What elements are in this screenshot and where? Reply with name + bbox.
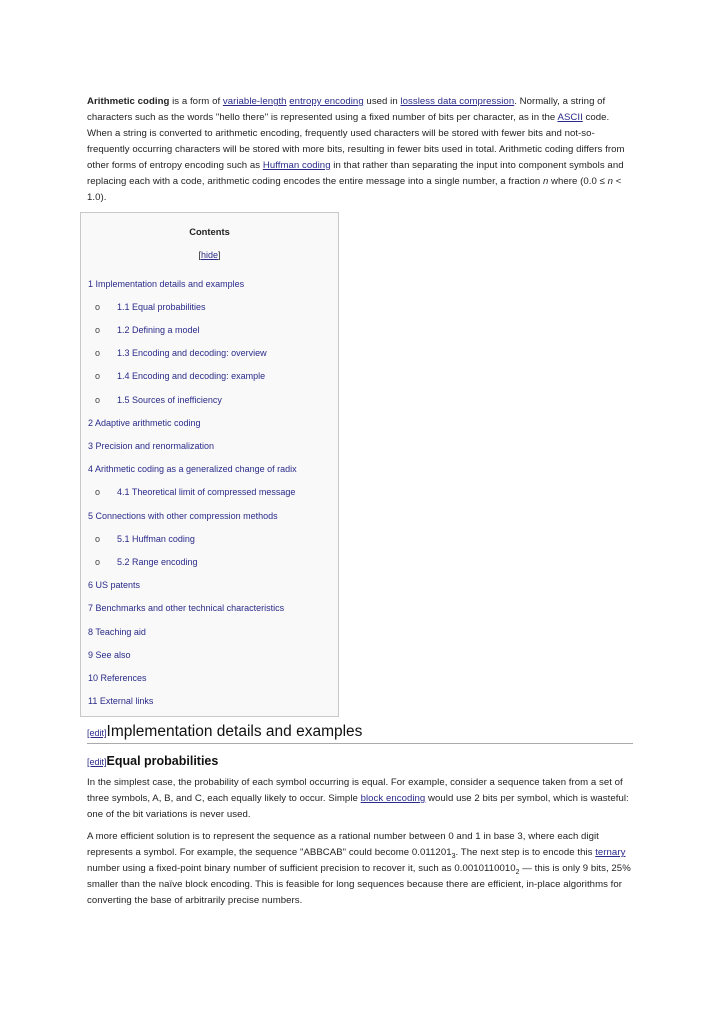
- link-huffman-coding[interactable]: Huffman coding: [262, 160, 331, 171]
- para-text: A more efficient solution is to represent the sequence as a rational number between 0 and 1 in base 3, where each digit represents a symbol. For example, the sequence "ABBCAB" could become 0.011201: [87, 831, 599, 858]
- toc-item[interactable]: [88, 279, 244, 289]
- toc-item-label: 4.1 Theoretical limit of compressed message: [117, 487, 296, 497]
- toc-subitem[interactable]: [95, 325, 200, 335]
- toc-item[interactable]: [88, 696, 153, 706]
- toc-item-label: 1.5 Sources of inefficiency: [117, 395, 222, 405]
- section-heading-implementation: [87, 723, 633, 744]
- intro-paragraph: [87, 94, 633, 206]
- para-text: — this is only 9 bits, 25% smaller than the naïve block encoding. This is feasible for long sequences because there are efficient, in-place algorithms for converting the base of arbitrarily precise numbers.: [87, 863, 631, 906]
- para-text: In the simplest case, the probability of each symbol occurring is equal. For example, consider a sequence taken from a set of three symbols, A, B, and C, each equally likely to occur. Simple: [87, 777, 623, 804]
- paragraph-equal-probabilities-1: [87, 775, 633, 823]
- toc-subitem[interactable]: [95, 348, 267, 358]
- toc-hide-link[interactable]: hide: [200, 250, 218, 260]
- bullet-icon: o: [95, 534, 101, 544]
- edit-link[interactable]: [edit]: [87, 728, 107, 738]
- toc-subitem[interactable]: [95, 534, 195, 544]
- subsection-title: Equal probabilities: [106, 754, 219, 768]
- bullet-icon: o: [95, 395, 101, 405]
- toc-item[interactable]: [88, 418, 201, 428]
- subsection-heading-equal-probabilities: [87, 752, 633, 770]
- section-title: Implementation details and examples: [106, 723, 363, 740]
- link-ternary[interactable]: ternary: [595, 847, 626, 858]
- edit-link[interactable]: [edit]: [87, 757, 107, 767]
- toc-item-label: 11 External links: [88, 696, 154, 706]
- toc-item[interactable]: [88, 441, 214, 451]
- intro-text: in that rather than separating the input into component symbols and replacing each with a code, arithmetic coding encodes the entire message into a single number, a fraction: [87, 160, 624, 187]
- toc-item-label: 10 References: [88, 673, 147, 683]
- toc-item[interactable]: [88, 627, 146, 637]
- intro-text: is a form of: [169, 96, 223, 107]
- toc-item-label: 1.3 Encoding and decoding: overview: [117, 348, 267, 358]
- toc-item-label: 1.1 Equal probabilities: [117, 302, 206, 312]
- bullet-icon: o: [95, 371, 101, 381]
- table-of-contents: [80, 212, 339, 717]
- toc-hide-control: [81, 250, 338, 260]
- toc-item-label: 5.2 Range encoding: [117, 557, 198, 567]
- toc-item-label: 6 US patents: [88, 580, 141, 590]
- link-ascii[interactable]: ASCII: [557, 112, 583, 123]
- toc-subitem[interactable]: [95, 557, 198, 567]
- bullet-icon: o: [95, 348, 101, 358]
- bracket: ]: [218, 250, 221, 260]
- toc-item-label: 9 See also: [88, 650, 131, 660]
- bullet-icon: o: [95, 302, 101, 312]
- toc-item-label: 5 Connections with other compression methods: [88, 511, 278, 521]
- toc-subitem[interactable]: [95, 395, 222, 405]
- toc-item-label: 5.1 Huffman coding: [117, 534, 195, 544]
- toc-item-label: 1 Implementation details and examples: [88, 279, 245, 289]
- subscript-base: 2: [515, 868, 520, 876]
- intro-text: . Normally, a string of characters such as the words "hello there" is represented using a fixed number of bits per character, as in the: [87, 96, 606, 123]
- bullet-icon: o: [95, 557, 101, 567]
- toc-item-label: 1.2 Defining a model: [117, 325, 200, 335]
- toc-item[interactable]: [88, 603, 284, 613]
- link-lossless-data-compression[interactable]: lossless data compression: [400, 96, 515, 107]
- article-body: [87, 94, 633, 717]
- toc-item[interactable]: [88, 580, 140, 590]
- toc-item-label: 3 Precision and renormalization: [88, 441, 215, 451]
- paragraph-equal-probabilities-2: [87, 829, 633, 909]
- intro-text: where (0.0 ≤: [548, 176, 608, 187]
- bullet-icon: o: [95, 325, 101, 335]
- bracket: [: [198, 250, 201, 260]
- math-n: n: [542, 176, 549, 187]
- toc-item[interactable]: [88, 650, 131, 660]
- para-text: would use 2 bits per symbol, which is wasteful: one of the bit variations is never used.: [87, 793, 629, 820]
- toc-item[interactable]: [88, 464, 297, 474]
- toc-item-label: 1.4 Encoding and decoding: example: [117, 371, 266, 381]
- toc-subitem[interactable]: [95, 302, 206, 312]
- math-n: n: [607, 176, 614, 187]
- intro-text: code. When a string is converted to arithmetic encoding, frequently used characters will be stored with fewer bits and not-so-frequently occurring characters will be stored with more bits, resulting in fewer bits used in total. Arithmetic coding differs from other forms of entropy encoding such as: [87, 112, 625, 171]
- toc-subitem[interactable]: [95, 371, 265, 381]
- article-term: Arithmetic coding: [87, 96, 170, 107]
- bullet-icon: o: [95, 487, 101, 497]
- toc-item-label: 4 Arithmetic coding as a generalized change of radix: [88, 464, 297, 474]
- toc-item-label: 8 Teaching aid: [88, 627, 146, 637]
- toc-item[interactable]: [88, 673, 147, 683]
- toc-title: Contents: [189, 226, 230, 237]
- toc-item-label: 7 Benchmarks and other technical characteristics: [88, 603, 285, 613]
- link-block-encoding[interactable]: block encoding: [360, 793, 426, 804]
- toc-item[interactable]: [88, 511, 278, 521]
- toc-item-label: 2 Adaptive arithmetic coding: [88, 418, 201, 428]
- link-variable-length[interactable]: variable-length: [222, 96, 287, 107]
- toc-subitem[interactable]: [95, 487, 295, 497]
- intro-text: < 1.0).: [87, 176, 622, 203]
- para-text: number using a fixed-point binary number of sufficient precision to recover it, such as 0.0010110010: [87, 863, 516, 874]
- link-entropy-encoding[interactable]: entropy encoding: [289, 96, 364, 107]
- para-text: . The next step is to encode this: [455, 847, 596, 858]
- intro-text: used in: [363, 96, 401, 107]
- subscript-base: 3: [451, 852, 456, 860]
